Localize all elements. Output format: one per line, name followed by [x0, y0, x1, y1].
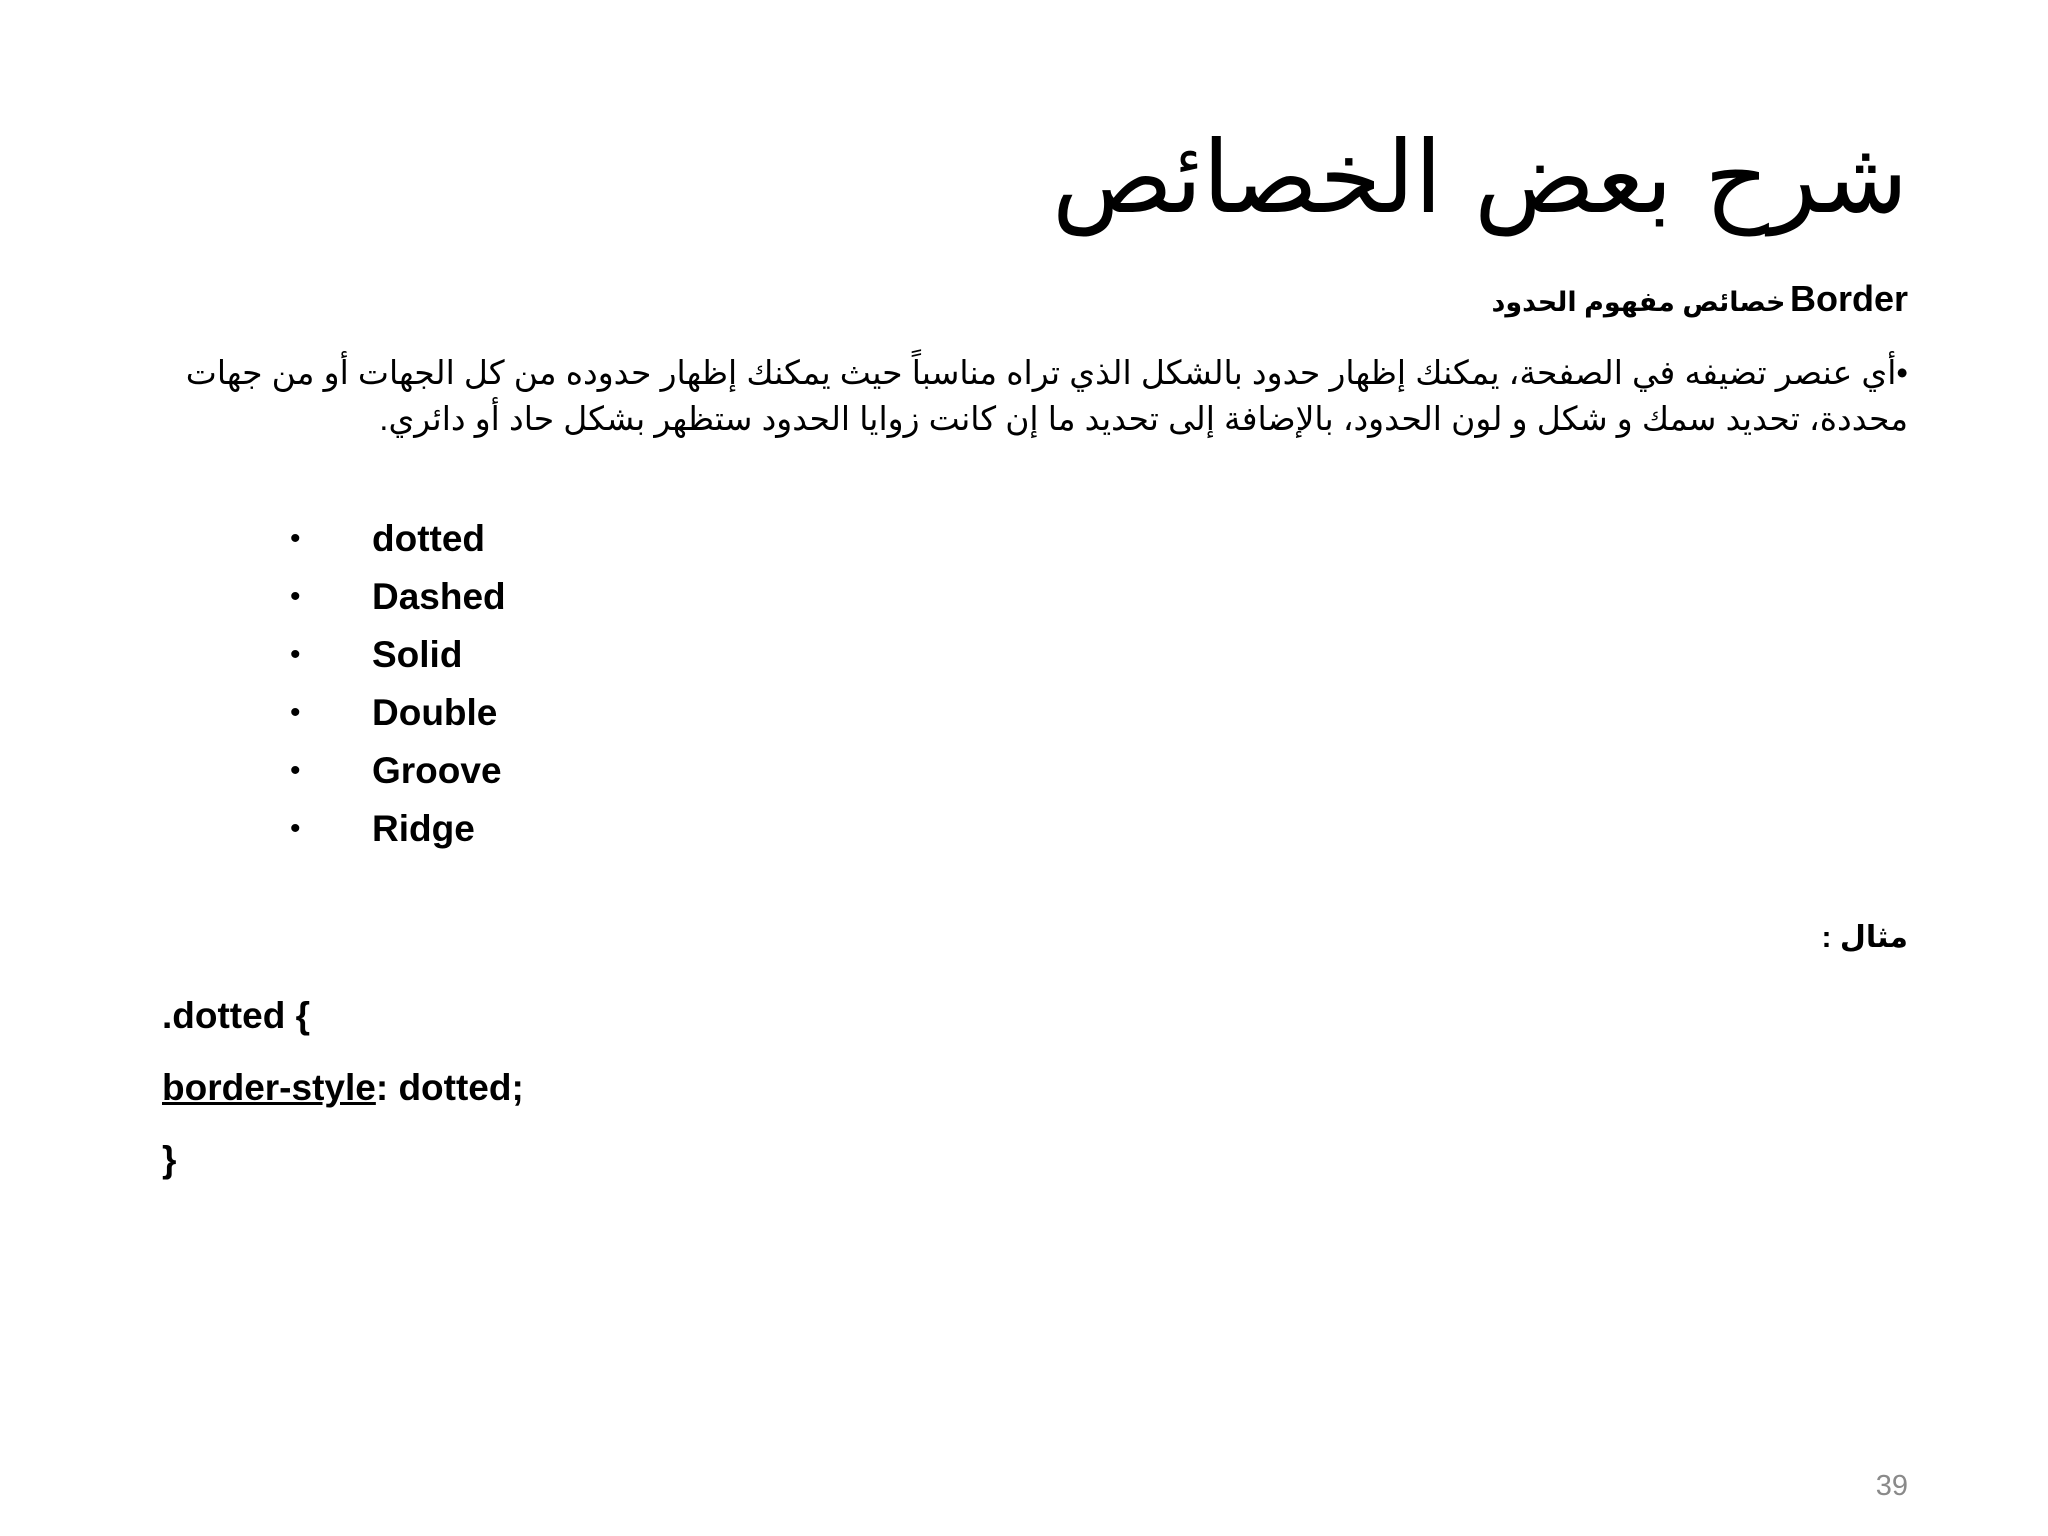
- list-item-label: Groove: [372, 750, 502, 791]
- bullet-icon: •: [290, 522, 301, 555]
- list-item: [290, 742, 506, 800]
- list-item: [290, 684, 506, 742]
- list-item-label: Dashed: [372, 576, 506, 617]
- bullet-icon: •: [290, 754, 301, 787]
- page-number: 39: [1875, 1470, 1908, 1502]
- slide-title: شرح بعض الخصائص: [1051, 119, 1908, 236]
- bullet-icon: •: [290, 812, 301, 845]
- list-item: [290, 800, 506, 858]
- subtitle-english: Border: [1789, 278, 1908, 319]
- code-value: : dotted;: [375, 1067, 524, 1108]
- example-label: مثال :: [1821, 921, 1908, 954]
- list-item-label: dotted: [372, 518, 486, 559]
- bullet-icon: •: [290, 696, 301, 729]
- code-property: border-style: [162, 1067, 376, 1108]
- subtitle-arabic: خصائص مفهوم الحدود: [1491, 287, 1786, 317]
- list-item-label: Solid: [372, 634, 463, 675]
- list-item-label: Double: [372, 692, 498, 733]
- bullet-icon: •: [290, 638, 301, 671]
- description-paragraph: •أي عنصر تضيفه في الصفحة، يمكنك إظهار حدود بالشكل الذي تراه مناسباً حيث يمكنك إظهار حدوده من كل الجهات أو من جهات محددة، تحديد سمك و شكل و لون الحدود، بالإضافة إلى تحديد ما إن كانت زوايا الحدود ستظهر بشكل حاد أو دائري.: [185, 354, 1908, 438]
- list-item-label: Ridge: [372, 808, 475, 849]
- code-closing-brace: }: [162, 1139, 177, 1180]
- code-selector-line: .dotted {: [162, 995, 310, 1036]
- list-item: [290, 626, 506, 684]
- code-example: [162, 980, 524, 1196]
- border-styles-list: [290, 510, 506, 858]
- list-item: [290, 568, 506, 626]
- code-declaration-line: [162, 1052, 524, 1124]
- bullet-icon: •: [290, 580, 301, 613]
- list-item: [290, 510, 506, 568]
- subtitle: [1492, 278, 1908, 320]
